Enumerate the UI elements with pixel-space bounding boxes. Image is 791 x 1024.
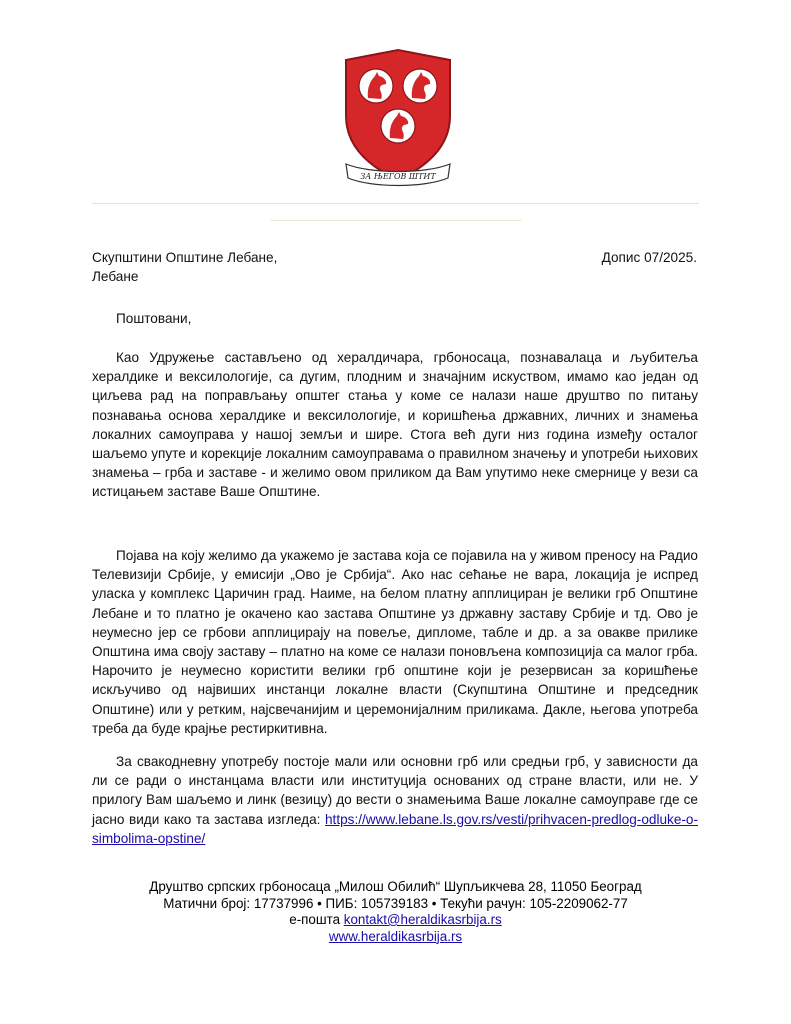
paragraph-3-text: За свакодневну употребу постоје мали или основни грб или средњи грб, у зависности да ли се ради о инстанцама власти или институција основаних од стране власти, или не. У прилогу Вам шаљемо и линк (везицу) до вести о знамењима Ваше локалне самоуправе где се јасно види како та застава изгледа: (92, 754, 698, 827)
email-label: е-пошта (289, 912, 344, 927)
addressee-city: Лебане (92, 269, 139, 284)
footer-address: Друштво српских грбоносаца „Милош Обилић“ Шупљикчева 28, 11050 Београд (149, 879, 642, 894)
document-number: Допис 07/2025. (601, 250, 697, 265)
municipality-symbols-link[interactable]: https://www.lebane.ls.gov.rs/vesti/prihvacen-predlog-odluke-o-simbolima-opstine/ (92, 811, 698, 846)
header-divider (92, 203, 699, 204)
salutation: Поштовани, (116, 311, 192, 326)
footer-email-line (92, 912, 699, 929)
body-paragraph-2: Појава на коју желимо да укажемо је застава која се појавила на у живом преносу на Радио Телевизији Србије, у емисији „Ово је Србија“. Ако нас сећање не вара, локација је испред уласка у комплекс Царичин град. Наиме, на белом платну апплициран је велики грб Општине Лебане и то платно је окачено као застава Општине уз државну заставу Србије и тд. Ово је неумесно јер се грбови апплицирају на повеље, дипломе, табле и др. а за овакве прилике Општина има своју заставу – платно на коме се налази поновљена композиција са малог грба. Нарочито је неумесно користити велики грб општине који је резервисан за коришћење искључиво од највиших инстанци локалне власти (Скупштина Општине и председник Општине) или у ретким, најсвечанијим и церемонијалним приликама. Дакле, његова употреба треба да буде крајње рестиркитивна. (92, 548, 698, 736)
email-link[interactable]: kontakt@heraldikasrbija.rs (343, 912, 502, 927)
crest-motto: ЗА ЊЕГОВ ШТИТ (360, 172, 436, 181)
header-divider-short (270, 220, 522, 221)
society-coat-of-arms-logo (340, 46, 456, 192)
addressee-name: Скупштини Општине Лебане, (92, 250, 278, 265)
footer-website-line (92, 929, 699, 946)
body-paragraph-3 (92, 752, 698, 848)
footer-registry: Матични број: 17737996 • ПИБ: 105739183 • Текући рачун: 105-2209062-77 (163, 895, 628, 911)
body-paragraph-1: Као Удружење састављено од хералдичара, грбоносаца, познавалаца и љубитеља хералдике и вексилологије, са дугим, плодним и значајним искуством, имамо као један од циљева рад на поправљању општег стања у коме се налази наше друштво по питању познавања основа хералдике и вексилологије, и коришћења државних, личних и знамења локалних самоуправа у нашој земљи и шире. Стога већ дуги низ година између осталог шаљемо упуте и корекције локалним самоуправама о правилном значењу и употреби њихових знамења – грба и заставе - и желимо овом приликом да Вам упутимо неке смернице у вези са истицањем заставе Ваше Општине. (92, 350, 698, 500)
website-link[interactable]: www.heraldikasrbija.rs (328, 928, 463, 944)
letterhead-footer (92, 879, 699, 945)
addressee-block (92, 248, 277, 286)
